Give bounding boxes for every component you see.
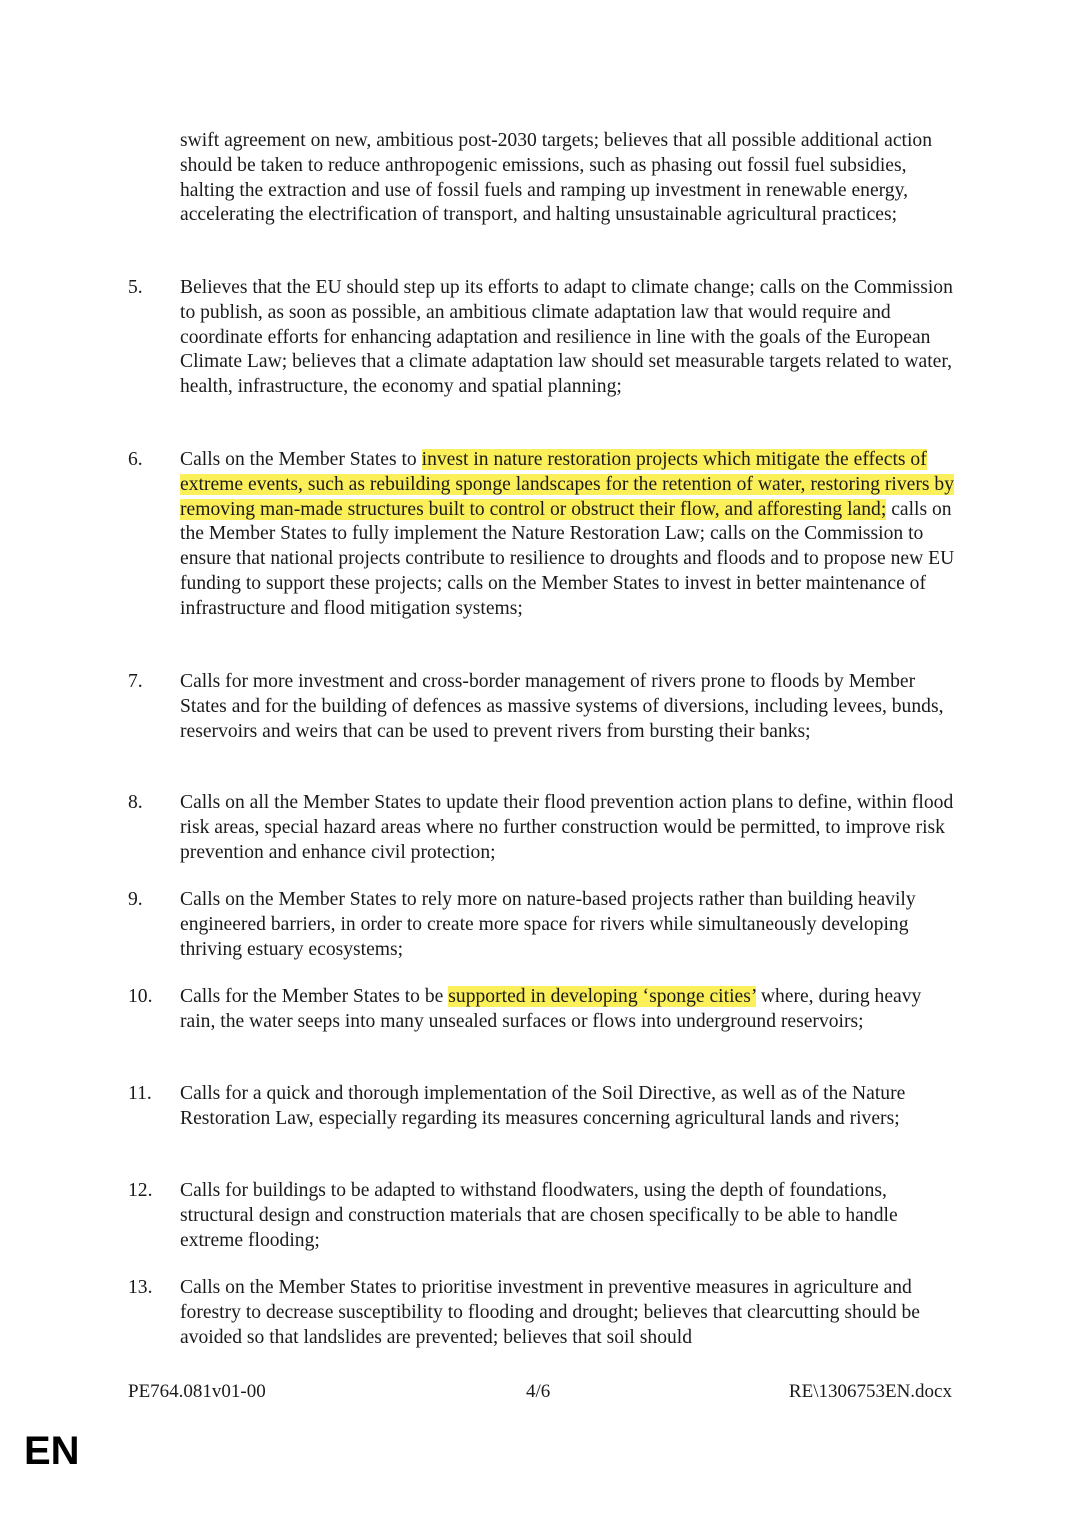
footer-file-name: RE\1306753EN.docx — [788, 1381, 952, 1402]
item-8-text: Calls on all the Member States to update their flood prevention action plans to define, within flood risk areas, special hazard areas where no further construction would be permitted, to improve risk prevention and enhance civil protection; — [180, 792, 954, 863]
item-9-text: Calls on the Member States to rely more on nature-based projects rather than building heavily engineered barriers, in order to create more space for rivers while simultaneously developing thriving estuary ecosystems; — [180, 889, 916, 960]
item-number: 12. — [128, 1180, 153, 1201]
language-code: EN — [24, 1429, 80, 1473]
item-number: 10. — [128, 986, 153, 1007]
item-6-text-after: calls on the Member States to fully implement the Nature Restoration Law; calls on the Commission to ensure that national projects contribute to resilience to droughts and floods and to propose new EU funding to support these projects; calls on the Member States to invest in better maintenance of infrastructure and flood mitigation systems; — [180, 498, 955, 619]
item-number: 8. — [128, 792, 143, 813]
item-11-text: Calls for a quick and thorough implementation of the Soil Directive, as well as of the Nature Restoration Law, especially regarding its measures concerning agricultural lands and rivers; — [180, 1083, 906, 1129]
item-5-text: Believes that the EU should step up its efforts to adapt to climate change; calls on the Commission to publish, as soon as possible, an ambitious climate adaptation law that would require and coordinate efforts for enhancing adaptation and resilience in line with the goals of the European Climate Law; believes that a climate adaptation law should set measurable targets related to water, health, infrastructure, the economy and spatial planning; — [180, 277, 953, 398]
item-10-highlight: supported in developing ‘sponge cities’ — [448, 986, 756, 1007]
item-7-text: Calls for more investment and cross-border management of rivers prone to floods by Member States and for the building of defences as massive systems of diversions, including levees, bunds, reservoirs and weirs that can be used to prevent rivers from bursting their banks; — [180, 671, 944, 742]
item-number: 5. — [128, 277, 143, 298]
item-10-text-after: where, during heavy rain, the water seeps into many unsealed surfaces or flows into underground reservoirs; — [180, 986, 922, 1032]
item-6-text — [180, 448, 955, 622]
item-6-highlight: invest in nature restoration projects which mitigate the effects of extreme events, such as rebuilding sponge landscapes for the retention of water, restoring rivers by removing man-made structures built to control or obstruct their flow, and afforesting land; — [180, 449, 955, 520]
footer-page-number: 4/6 — [526, 1381, 551, 1402]
intro-paragraph: swift agreement on new, ambitious post-2030 targets; believes that all possible additional action should be taken to reduce anthropogenic emissions, such as phasing out fossil fuel subsidies, halting the extraction and use of fossil fuels and ramping up investment in renewable energy, accelerating the electrification of transport, and halting unsustainable agricultural practices; — [180, 130, 933, 226]
item-13-text: Calls on the Member States to prioritise investment in preventive measures in agriculture and forestry to decrease susceptibility to flooding and drought; believes that clearcutting should be avoided so that landslides are prevented; believes that soil should — [180, 1277, 921, 1348]
footer-document-reference: PE764.081v01-00 — [128, 1381, 266, 1402]
item-6-text-before: Calls on the Member States to — [180, 449, 422, 470]
item-10-text — [180, 985, 955, 1035]
item-number: 9. — [128, 889, 143, 910]
item-number: 11. — [128, 1083, 152, 1104]
item-number: 13. — [128, 1277, 153, 1298]
item-number: 6. — [128, 449, 143, 470]
item-12-text: Calls for buildings to be adapted to withstand floodwaters, using the depth of foundations, structural design and construction materials that are chosen specifically to be able to handle extreme flooding; — [180, 1180, 898, 1251]
item-10-text-before: Calls for the Member States to be — [180, 986, 449, 1007]
item-number: 7. — [128, 671, 143, 692]
